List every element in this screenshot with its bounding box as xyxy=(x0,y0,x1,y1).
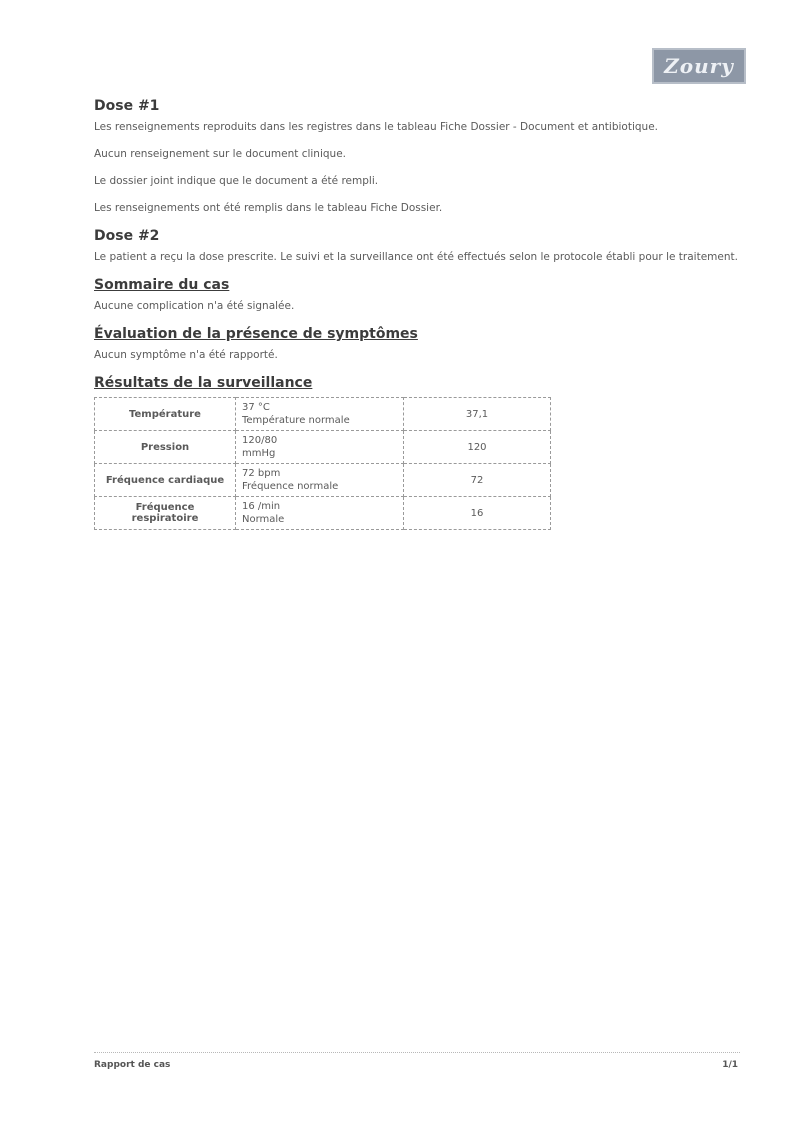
table-cell-label: Pression xyxy=(95,431,236,464)
section-dose-2 xyxy=(94,228,746,265)
section-title: Dose #1 xyxy=(94,98,160,114)
section-title: Résultats de la surveillance xyxy=(94,375,313,391)
section-title: Sommaire du cas xyxy=(94,277,230,293)
table-cell-value: 120 xyxy=(404,431,551,464)
results-table xyxy=(94,397,551,530)
table-row xyxy=(95,398,551,431)
section-evaluation xyxy=(94,326,746,363)
paragraph: Le patient a reçu la dose prescrite. Le suivi et la surveillance ont été effectués selon le protocole établi pour le traitement. xyxy=(94,251,738,263)
table-cell-detail xyxy=(236,431,404,464)
company-logo: Zoury xyxy=(652,48,746,84)
table-cell-label: Fréquence cardiaque xyxy=(95,464,236,497)
paragraph: Aucune complication n'a été signalée. xyxy=(94,300,295,312)
table-row xyxy=(95,464,551,497)
detail-line: Normale xyxy=(242,514,285,525)
detail-line: mmHg xyxy=(242,448,276,459)
section-title: Évaluation de la présence de symptômes xyxy=(94,326,418,342)
section-title: Dose #2 xyxy=(94,228,160,244)
table-cell-detail xyxy=(236,398,404,431)
detail-line: 16 /min xyxy=(242,501,281,512)
paragraph: Les renseignements reproduits dans les registres dans le tableau Fiche Dossier - Document et antibiotique. xyxy=(94,121,658,133)
paragraph: Aucun symptôme n'a été rapporté. xyxy=(94,349,278,361)
table-cell-value: 16 xyxy=(404,497,551,530)
detail-line: 120/80 xyxy=(242,435,278,446)
document-content xyxy=(94,98,746,534)
section-summary xyxy=(94,277,746,314)
table-cell-value: 37,1 xyxy=(404,398,551,431)
table-cell-value: 72 xyxy=(404,464,551,497)
footer-divider xyxy=(94,1052,740,1053)
table-cell-label: Fréquence respiratoire xyxy=(95,497,236,530)
paragraph: Le dossier joint indique que le document a été rempli. xyxy=(94,175,379,187)
section-results xyxy=(94,375,746,530)
detail-line: 37 °C xyxy=(242,402,270,413)
footer-title: Rapport de cas xyxy=(94,1060,171,1070)
table-cell-detail xyxy=(236,497,404,530)
table-cell-detail xyxy=(236,464,404,497)
paragraph: Aucun renseignement sur le document clinique. xyxy=(94,148,346,160)
page-number: 1/1 xyxy=(722,1060,738,1070)
detail-line: 72 bpm xyxy=(242,468,281,479)
table-row xyxy=(95,431,551,464)
table-row xyxy=(95,497,551,530)
detail-line: Fréquence normale xyxy=(242,481,339,492)
table-cell-label: Température xyxy=(95,398,236,431)
detail-line: Température normale xyxy=(242,415,350,426)
section-dose-1 xyxy=(94,98,746,216)
paragraph: Les renseignements ont été remplis dans le tableau Fiche Dossier. xyxy=(94,202,443,214)
